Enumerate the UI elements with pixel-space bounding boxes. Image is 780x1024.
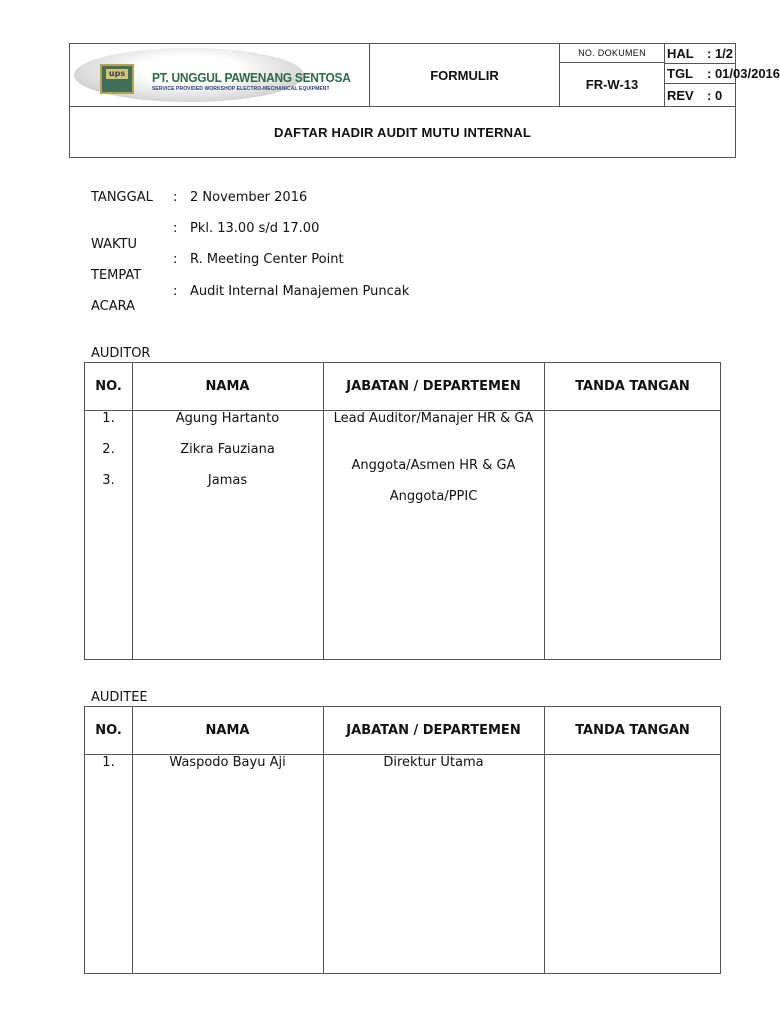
col-header-nama: NAMA — [205, 722, 250, 738]
document-header — [69, 43, 780, 158]
auditor-row-1-nama: Agung Hartanto — [175, 411, 280, 426]
acara-value: Audit Internal Manajemen Puncak — [190, 284, 410, 299]
tgl-label: TGL — [667, 66, 693, 81]
company-name: PT. UNGGUL PAWENANG SENTOSA — [152, 70, 351, 85]
tanggal-colon: : — [173, 190, 178, 205]
company-logo — [74, 48, 351, 102]
doc-no-label: NO. DOKUMEN — [560, 44, 665, 63]
auditor-row-2-nama: Zikra Fauziana — [180, 442, 275, 457]
tempat-colon: : — [173, 252, 178, 267]
hal-value: : 1/2 — [707, 46, 734, 61]
hal-label: HAL — [667, 46, 694, 61]
col-header-no: NO. — [95, 722, 122, 738]
document-title: DAFTAR HADIR AUDIT MUTU INTERNAL — [274, 124, 531, 140]
auditor-row-2-no: 2. — [102, 442, 115, 457]
auditor-row-3-jabatan: Anggota/PPIC — [389, 489, 478, 504]
hal-row — [665, 44, 735, 64]
col-header-jabatan: JABATAN / DEPARTEMEN — [346, 378, 521, 394]
rev-value: : 0 — [707, 87, 723, 103]
auditee-row-1-nama: Waspodo Bayu Aji — [169, 755, 286, 770]
auditor-row-1-jabatan: Lead Auditor/Manajer HR & GA — [333, 411, 534, 426]
col-header-ttd: TANDA TANGAN — [575, 722, 690, 738]
tanggal-label: TANGGAL — [91, 190, 153, 205]
auditee-section-title: AUDITEE — [91, 690, 148, 705]
form-type: FORMULIR — [370, 44, 560, 106]
tanggal-value: 2 November 2016 — [190, 190, 308, 205]
col-header-ttd: TANDA TANGAN — [575, 378, 690, 394]
tgl-row — [665, 64, 780, 84]
col-header-no: NO. — [95, 378, 122, 394]
rev-row — [665, 84, 735, 106]
doc-no-value: FR-W-13 — [560, 63, 665, 106]
acara-colon: : — [173, 284, 178, 299]
waktu-label: WAKTU — [91, 237, 138, 252]
col-header-nama: NAMA — [205, 378, 250, 394]
tempat-label: TEMPAT — [91, 268, 142, 283]
auditor-row-2-jabatan: Anggota/Asmen HR & GA — [351, 458, 516, 473]
col-header-jabatan: JABATAN / DEPARTEMEN — [346, 722, 521, 738]
auditee-table — [84, 706, 721, 974]
tempat-value: R. Meeting Center Point — [190, 252, 344, 267]
tgl-value: : 01/03/2016 — [707, 66, 780, 81]
auditor-row-1-no: 1. — [102, 411, 115, 426]
company-tagline: SERVICE PROVIDED WORKSHOP ELECTRO-MECHANICAL EQUIPMENT — [152, 86, 330, 92]
waktu-colon: : — [173, 221, 178, 236]
auditor-table — [84, 362, 721, 660]
logo-badge-icon: ups — [100, 64, 134, 94]
auditee-row-1-jabatan: Direktur Utama — [383, 755, 484, 770]
auditor-row-3-no: 3. — [102, 473, 115, 488]
rev-label: REV — [667, 87, 694, 103]
auditee-row-1-no: 1. — [102, 755, 115, 770]
logo-cell — [70, 44, 370, 106]
waktu-value: Pkl. 13.00 s/d 17.00 — [190, 221, 320, 236]
auditor-section-title: AUDITOR — [91, 346, 151, 361]
acara-label: ACARA — [91, 299, 136, 314]
header-top-row — [70, 44, 780, 107]
auditor-row-3-nama: Jamas — [207, 473, 248, 488]
